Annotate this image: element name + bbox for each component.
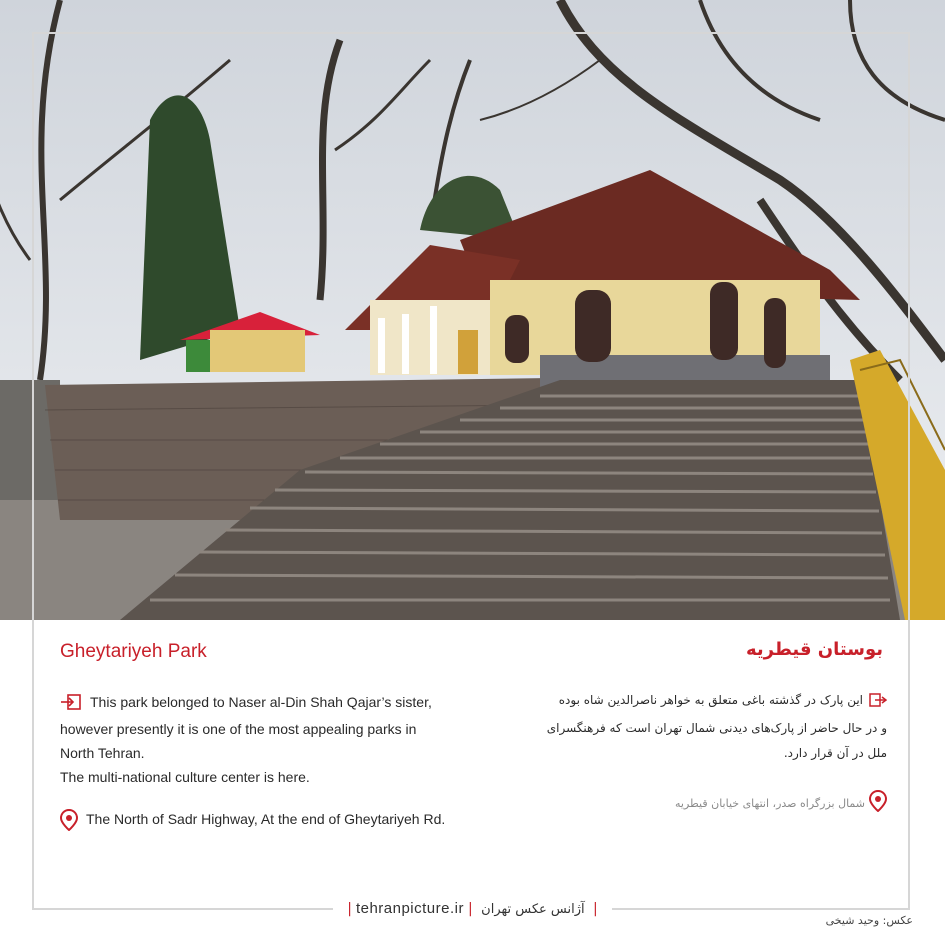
- desc-fa-line-2: و در حال حاضر از پارک‌های دیدنی شمال تهران است که فرهنگسرای: [546, 721, 887, 735]
- description-english: [60, 690, 450, 789]
- address-en-text: The North of Sadr Highway, At the end of Gheytariyeh Rd.: [86, 811, 446, 827]
- agency-name: آژانس عکس تهران: [481, 902, 585, 917]
- address-fa-text: شمال بزرگراه صدر، انتهای خیابان قیطریه: [674, 797, 865, 810]
- address-persian: [507, 790, 887, 821]
- enter-arrow-icon: [869, 691, 887, 716]
- address-english: [60, 807, 455, 838]
- title-english: Gheytariyeh Park: [60, 641, 207, 662]
- desc-en-line-2: however presently it is one of the most appealing parks in: [60, 721, 417, 737]
- enter-arrow-icon: [60, 693, 82, 717]
- description-persian: [507, 688, 887, 766]
- location-pin-icon: [869, 790, 887, 821]
- desc-fa-line-1: این پارک در گذشته باغی متعلق به خواهر ناصرالدین شاه بوده: [558, 693, 863, 707]
- photo-credit: عکس: وحید شیخی: [825, 914, 913, 927]
- desc-en-line-1: This park belonged to Naser al-Din Shah Qajar’s sister,: [90, 694, 432, 710]
- title-persian: بوستان قیطریه: [745, 639, 883, 660]
- desc-en-line-3: North Tehran.: [60, 745, 145, 761]
- website-link[interactable]: tehranpicture.ir: [355, 900, 464, 917]
- desc-fa-line-3: ملل در آن قرار دارد.: [783, 746, 887, 760]
- location-pin-icon: [60, 809, 78, 838]
- desc-en-line-4: The multi-national culture center is here.: [60, 769, 310, 785]
- footer: | tehranpicture.ir | آژانس عکس تهران |: [0, 898, 945, 917]
